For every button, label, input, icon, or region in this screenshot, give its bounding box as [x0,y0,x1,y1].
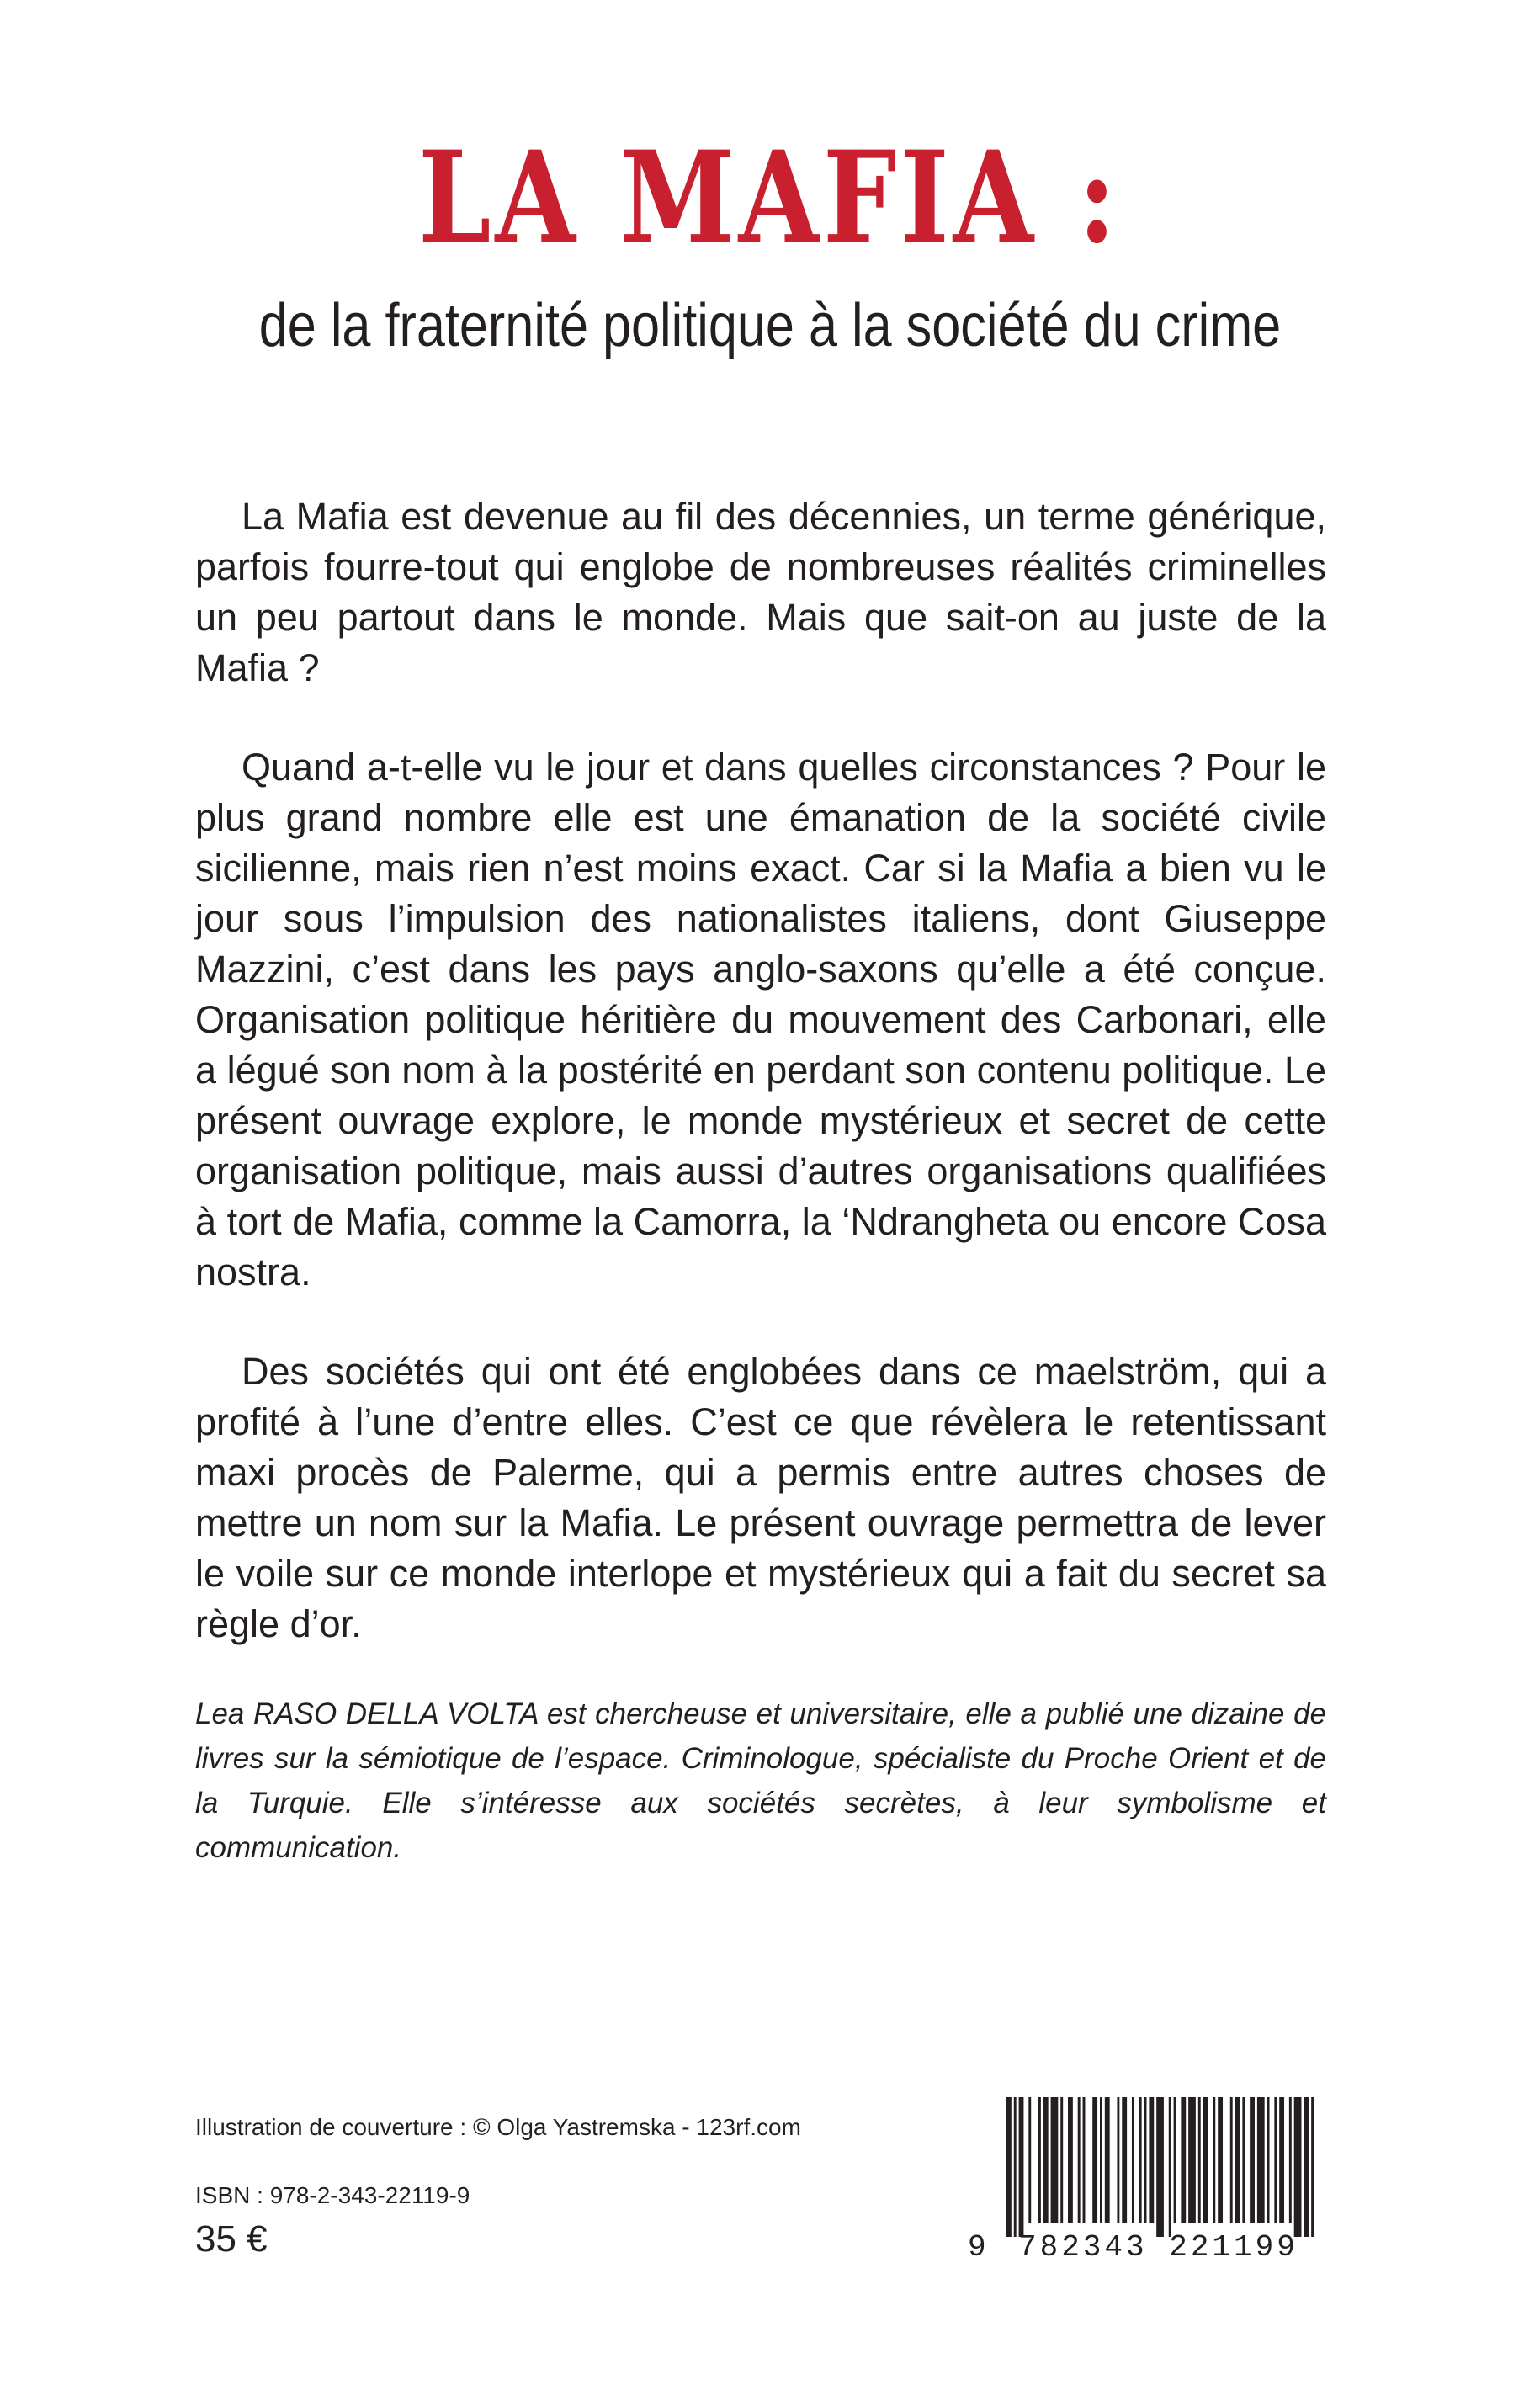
barcode-bar [1105,2097,1110,2223]
barcode-bar [1014,2097,1017,2237]
barcode-bar [1028,2097,1031,2223]
barcode-bar [1188,2097,1196,2223]
barcode-bar [1092,2097,1097,2223]
barcode-bar [1304,2097,1309,2237]
barcode-bar [1100,2097,1102,2223]
barcode-bar [1311,2097,1314,2237]
barcode-bar [1279,2097,1284,2223]
barcode-bar [1043,2097,1049,2223]
barcode [968,2097,1321,2264]
barcode-bar [1257,2097,1265,2223]
barcode-bar [1242,2097,1245,2223]
blurb-paragraph: Des sociétés qui ont été englobées dans ce maelström, qui a profité à l’une d’entre elles. C’est ce que révèlera le retentissant maxi procès de Palerme, qui a permis entre autres choses de mettre un nom sur la Mafia. Le présent ouvrage permettra de lever le voile sur ce monde interlope et mystérieux qui a fait du secret sa règle d’or. [195,1350,1326,1645]
barcode-bar [1218,2097,1223,2223]
barcode-bar [1289,2097,1292,2223]
blurb-paragraph: La Mafia est devenue au fil des décennies, un terme générique, parfois fourre-tout qui englobe de nombreuses réalités criminelles un peu partout dans le monde. Mais que sait-on au juste de la Mafia ? [195,495,1326,689]
barcode-bar [1181,2097,1186,2223]
barcode-bar [1078,2097,1081,2223]
barcode-bar [1267,2097,1270,2223]
author-bio [195,1692,1326,1870]
barcode-lead-digit: 9 [968,2230,986,2265]
barcode-bar [1083,2097,1086,2223]
barcode-bar [1051,2097,1059,2223]
barcode-bar [1203,2097,1208,2223]
barcode-bar [1006,2097,1012,2237]
book-title: LA MAFIA : [418,124,1121,272]
barcode-bar [1250,2097,1255,2223]
barcode-bar [1230,2097,1233,2223]
author-bio-text: est chercheuse et universitaire, elle a publié une dizaine de livres sur la sémiotique de l’espace. Criminologue, spécialiste du Proche Orient et de la Turquie. Elle s’intéresse aux sociétés secrètes, à leur symbolisme et communication. [195,1697,1326,1864]
author-name: Lea RASO DELLA VOLTA [195,1697,539,1730]
barcode-bar [1117,2097,1119,2223]
barcode-bar [1144,2097,1147,2223]
barcode-bar [1274,2097,1277,2223]
barcode-bars [1006,2097,1316,2237]
barcode-bar [1174,2097,1176,2223]
book-subtitle: de la fraternité politique à la société du crime [258,292,1282,359]
barcode-digits: 782343 221199 [1018,2230,1298,2265]
barcode-bar [1122,2097,1127,2223]
barcode-bar [1060,2097,1063,2223]
barcode-bar [1068,2097,1073,2223]
barcode-bar [1139,2097,1142,2223]
barcode-bar [1213,2097,1215,2223]
cover-illustration-credit: Illustration de couverture : © Olga Yastremska - 123rf.com [195,2114,801,2140]
barcode-bar [1019,2097,1024,2237]
barcode-bar [1132,2097,1134,2223]
barcode-bar [1149,2097,1154,2223]
price: 35 € [195,2218,268,2260]
barcode-bar [1235,2097,1240,2223]
barcode-bar [1156,2097,1164,2237]
barcode-bar [1198,2097,1201,2223]
blurb-paragraph: Quand a-t-elle vu le jour et dans quelles circonstances ? Pour le plus grand nombre elle est une émanation de la société civile sicilienne, mais rien n’est moins exact. Car si la Mafia a bien vu le jour sous l’impulsion des nationalistes italiens, dont Giuseppe Mazzini, c’est dans les pays anglo-saxons qu’elle a été conçue. Organisation politique héritière du mouvement des Carbonari, elle a légué son nom à la postérité en perdant son contenu politique. Le présent ouvrage explore, le monde mystérieux et secret de cette organisation politique, mais aussi d’autres organisations qualifiées à tort de Mafia, comme la Camorra, la ‘Ndrangheta ou encore Cosa nostra. [195,746,1326,1293]
barcode-bar [1169,2097,1171,2237]
barcode-bar [1294,2097,1302,2237]
barcode-bar [1038,2097,1041,2223]
blurb [195,491,1326,1649]
isbn: ISBN : 978-2-343-22119-9 [195,2182,470,2208]
